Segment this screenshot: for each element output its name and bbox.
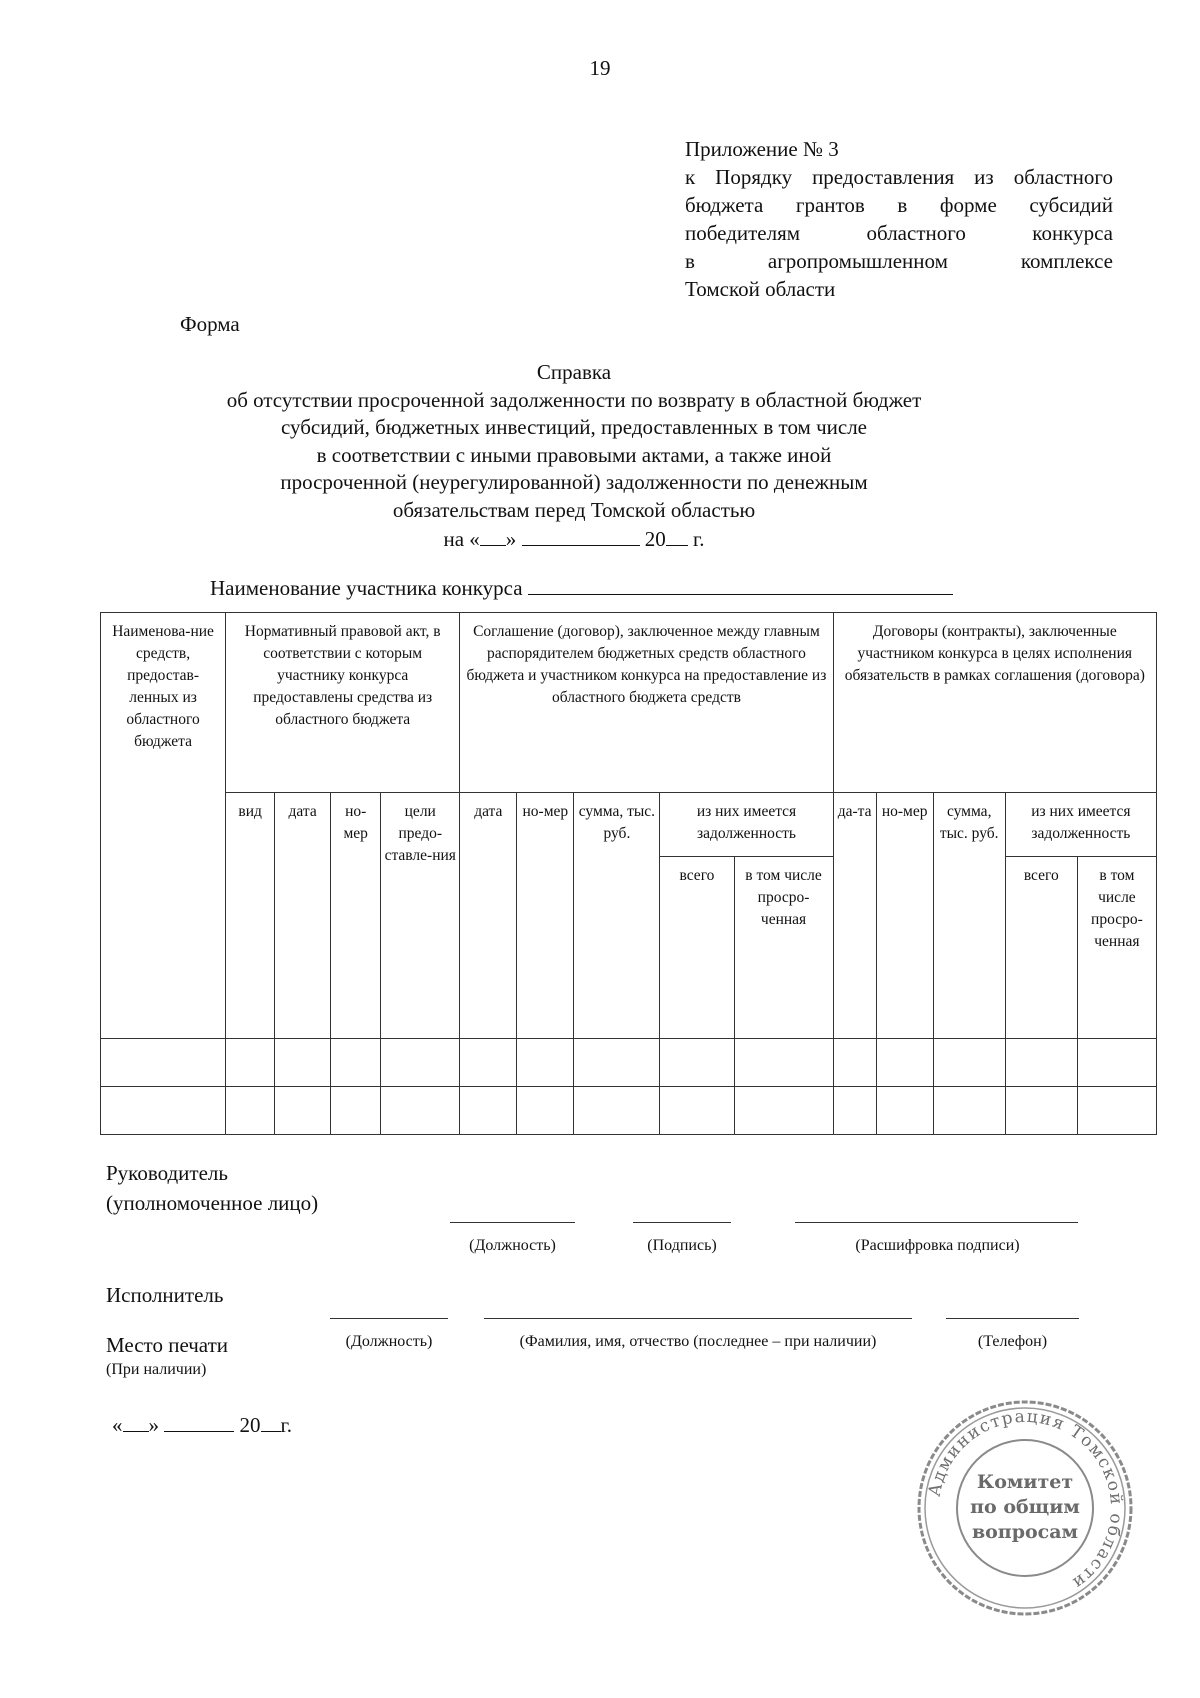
header-act-number: но-мер xyxy=(331,793,381,1039)
seal-label: Место печати xyxy=(106,1333,229,1357)
title-line: обязательствам перед Томской областью xyxy=(392,497,756,522)
appendix-line: победителям областного конкурса xyxy=(685,221,1113,245)
title-line: просроченной (неурегулированной) задолженности по денежным xyxy=(280,470,868,494)
date-prefix: на « xyxy=(443,527,480,551)
bottom-date-year: 20 xyxy=(239,1413,261,1437)
table-cell[interactable] xyxy=(833,1087,876,1135)
table-cell[interactable] xyxy=(331,1087,381,1135)
head-label-line1: Руководитель xyxy=(106,1161,228,1185)
header-agreement: Соглашение (договор), заключенное между главным распорядителем бюджетных средств областного бюджета и участником конкурса на предоставление из областного бюджета средств xyxy=(460,613,833,793)
table-cell[interactable] xyxy=(876,1039,933,1087)
executor-phone-caption: (Телефон) xyxy=(977,1333,1048,1350)
header-contracts: Договоры (контракты), заключенные участником конкурса в целях исполнения обязательств в рамках соглашения (договора) xyxy=(833,613,1156,793)
participant-label: Наименование участника конкурса xyxy=(210,576,523,600)
stamp-ring-text: Администрация Томской области xyxy=(924,1406,1127,1594)
table-cell[interactable] xyxy=(1077,1039,1156,1087)
header-con-date: да-та xyxy=(833,793,876,1039)
form-label: Форма xyxy=(180,312,240,336)
table-cell[interactable] xyxy=(381,1087,460,1135)
appendix-line: Приложение № 3 xyxy=(685,137,839,161)
bottom-month-blank[interactable] xyxy=(164,1413,234,1432)
table-cell[interactable] xyxy=(275,1087,331,1135)
table-cell[interactable] xyxy=(517,1087,574,1135)
executor-position-line[interactable] xyxy=(330,1318,448,1319)
day-blank[interactable] xyxy=(480,527,506,546)
executor-position-caption: (Должность) xyxy=(345,1333,433,1350)
stamp-center-line: по общим xyxy=(970,1496,1080,1518)
title-line: Справка xyxy=(536,360,612,384)
table-cell[interactable] xyxy=(460,1087,517,1135)
appendix-line: к Порядку предоставления из областного xyxy=(685,165,1113,189)
header-con-debt-overdue: в том числе просро-ченная xyxy=(1077,857,1156,1039)
signature-line[interactable] xyxy=(633,1222,731,1223)
table-cell[interactable] xyxy=(876,1087,933,1135)
bottom-year-blank[interactable] xyxy=(261,1413,281,1432)
table-cell[interactable] xyxy=(660,1039,734,1087)
official-stamp xyxy=(915,1398,1135,1618)
appendix-header xyxy=(685,135,1113,303)
table-cell[interactable] xyxy=(1005,1087,1077,1135)
date-close: » xyxy=(148,1413,159,1437)
title-line: субсидий, бюджетных инвестиций, предоставленных в том числе xyxy=(280,415,868,439)
head-label-line2: (уполномоченное лицо) xyxy=(106,1191,319,1215)
header-legal-act: Нормативный правовой акт, в соответствии с которым участнику конкурса предоставлены средства из областного бюджета xyxy=(226,613,460,793)
table-row xyxy=(101,1039,1157,1087)
date-open: « xyxy=(112,1413,123,1437)
table-cell[interactable] xyxy=(331,1039,381,1087)
debt-table xyxy=(100,612,1157,1135)
table-row xyxy=(101,1087,1157,1135)
table-cell[interactable] xyxy=(101,1039,226,1087)
header-act-type: вид xyxy=(226,793,275,1039)
position-caption: (Должность) xyxy=(469,1237,556,1254)
title-date xyxy=(0,526,1148,554)
header-con-sum: сумма, тыс. руб. xyxy=(933,793,1005,1039)
header-con-debt-total: всего xyxy=(1005,857,1077,1039)
header-con-debt: из них имеется задолженность xyxy=(1005,793,1156,857)
table-cell[interactable] xyxy=(933,1039,1005,1087)
stamp-center-line: Комитет xyxy=(976,1471,1074,1493)
header-agr-number: но-мер xyxy=(517,793,574,1039)
table-cell[interactable] xyxy=(734,1039,833,1087)
date-mid: » xyxy=(505,527,517,551)
header-agr-debt-overdue: в том числе просро-ченная xyxy=(734,857,833,1039)
seal-note: (При наличии) xyxy=(106,1361,207,1378)
table-cell[interactable] xyxy=(101,1087,226,1135)
table-cell[interactable] xyxy=(1077,1087,1156,1135)
document-title xyxy=(0,359,1148,554)
position-line[interactable] xyxy=(450,1222,575,1223)
bottom-day-blank[interactable] xyxy=(123,1413,149,1432)
title-line: об отсутствии просроченной задолженности по возврату в областной бюджет xyxy=(226,387,922,412)
executor-name-line[interactable] xyxy=(484,1318,912,1319)
appendix-line: в агропромышленном комплексе xyxy=(685,249,1113,273)
bottom-date xyxy=(112,1410,292,1440)
table-cell[interactable] xyxy=(517,1039,574,1087)
header-funds-name: Наименова-ние средств, предостав-ленных из областного бюджета xyxy=(101,613,226,1039)
table-cell[interactable] xyxy=(660,1087,734,1135)
table-cell[interactable] xyxy=(574,1039,660,1087)
date-suffix: г. xyxy=(693,527,705,551)
participant-row xyxy=(210,576,953,601)
month-blank[interactable] xyxy=(522,527,640,546)
title-line: в соответствии с иными правовыми актами, а также иной xyxy=(316,442,832,467)
table-cell[interactable] xyxy=(275,1039,331,1087)
header-agr-date: дата xyxy=(460,793,517,1039)
executor-phone-line[interactable] xyxy=(946,1318,1079,1319)
appendix-line: Томской области xyxy=(685,277,836,301)
executor-name-caption: (Фамилия, имя, отчество (последнее – при наличии) xyxy=(519,1333,877,1350)
head-label xyxy=(106,1158,318,1218)
table-cell[interactable] xyxy=(833,1039,876,1087)
table-cell[interactable] xyxy=(226,1087,275,1135)
table-cell[interactable] xyxy=(1005,1039,1077,1087)
header-agr-sum: сумма, тыс. руб. xyxy=(574,793,660,1039)
signature-caption: (Подпись) xyxy=(647,1237,717,1254)
decoding-caption: (Расшифровка подписи) xyxy=(855,1237,1020,1254)
header-act-date: дата xyxy=(275,793,331,1039)
header-con-number: но-мер xyxy=(876,793,933,1039)
page-number: 19 xyxy=(589,56,611,80)
header-agr-debt-total: всего xyxy=(660,857,734,1039)
table-cell[interactable] xyxy=(381,1039,460,1087)
header-agr-debt: из них имеется задолженность xyxy=(660,793,833,857)
stamp-center-line: вопросам xyxy=(971,1521,1079,1543)
table-cell[interactable] xyxy=(460,1039,517,1087)
table-cell[interactable] xyxy=(933,1087,1005,1135)
year-blank[interactable] xyxy=(666,527,688,546)
participant-name-blank[interactable] xyxy=(528,576,953,595)
bottom-date-suffix: г. xyxy=(280,1413,292,1437)
signature-decoding-line[interactable] xyxy=(795,1222,1078,1223)
table-cell[interactable] xyxy=(226,1039,275,1087)
date-year: 20 xyxy=(644,527,666,551)
appendix-line: бюджета грантов в форме субсидий xyxy=(685,193,1113,217)
table-cell[interactable] xyxy=(574,1087,660,1135)
header-act-purpose: цели предо-ставле-ния xyxy=(381,793,460,1039)
table-cell[interactable] xyxy=(734,1087,833,1135)
executor-label: Исполнитель xyxy=(106,1283,224,1307)
